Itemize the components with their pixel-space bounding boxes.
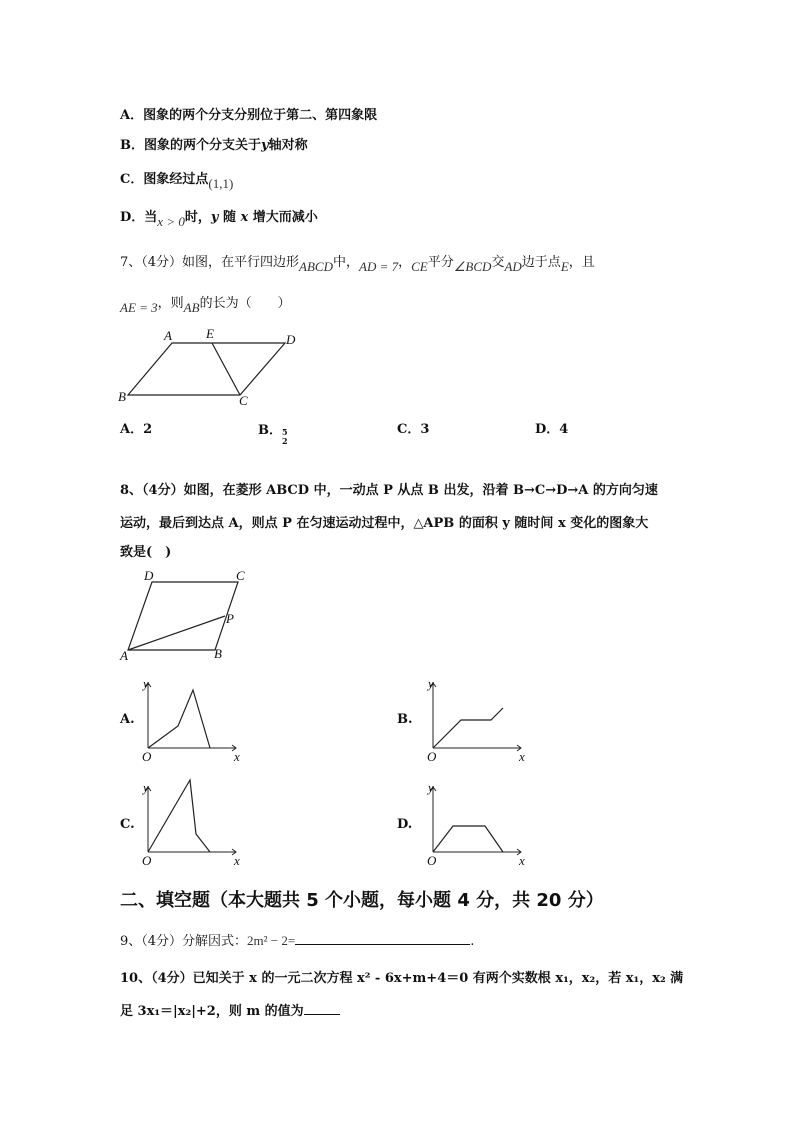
rhombus-figure <box>128 582 238 650</box>
q8-stem-line2: 运动，最后到达点 A，则点 P 在匀速运动过程中，△APB 的面积 y 随时间 x 变化的图象大 <box>120 516 649 531</box>
x-label: x <box>234 749 240 764</box>
answer-graph-b <box>426 676 525 764</box>
text: 足 3x₁＝|x₂|+2，则 m 的值为 <box>120 1004 304 1019</box>
math: ∠BCD <box>453 259 492 274</box>
math-var: x <box>240 210 249 225</box>
text: ， <box>398 255 412 270</box>
x-label: x <box>519 853 525 868</box>
origin-label: O <box>427 853 437 868</box>
option-letter: A． <box>120 108 144 123</box>
parallelogram-figure <box>128 343 285 395</box>
vertex-label: C <box>239 393 248 408</box>
origin-label: O <box>142 749 152 764</box>
numerator: 5 <box>282 427 288 437</box>
denominator: 2 <box>282 436 288 446</box>
math: CE <box>411 259 428 274</box>
option-value: 4 <box>559 422 569 437</box>
answer-graph-d <box>426 780 525 868</box>
y-label: y <box>143 780 149 795</box>
vertex-label: A <box>164 328 172 343</box>
option-letter: D． <box>120 210 145 225</box>
option-letter: A． <box>120 422 144 437</box>
option-letter: C． <box>397 422 421 437</box>
q8-option-a: A. <box>120 712 135 727</box>
option-text: 图象的两个分支分别位于第二、第四象限 <box>143 108 378 123</box>
vertex-label: P <box>226 611 234 626</box>
option-text: 增大而减小 <box>252 210 318 225</box>
text: 的长为（ ） <box>199 296 291 311</box>
graph-curve <box>433 826 503 852</box>
answer-blank[interactable] <box>304 1002 340 1015</box>
section-heading: 二、填空题（本大题共 5 个小题，每小题 4 分，共 20 分） <box>120 890 604 911</box>
option-text: 随 <box>222 210 236 225</box>
text: 中， <box>333 255 360 270</box>
option-text: 时， <box>184 210 211 225</box>
option-text: 轴对称 <box>268 138 308 153</box>
q8-stem-line1: 8、（4分）如图，在菱形 ABCD 中，一动点 P 从点 B 出发，沿着 B→C→D→A 的方向匀速 <box>120 483 658 498</box>
graph-curve <box>148 780 210 852</box>
q8-option-c: C. <box>120 817 135 832</box>
math: AB <box>183 300 200 315</box>
vertex-label: B <box>214 646 222 661</box>
math: E <box>560 259 569 274</box>
vertex-label: D <box>286 332 296 347</box>
text: . <box>470 934 475 949</box>
text: 交 <box>491 255 505 270</box>
y-label: y <box>428 780 434 795</box>
q10-line2 <box>120 1000 340 1019</box>
q7-option-d <box>535 418 568 437</box>
option-letter: D． <box>535 422 560 437</box>
math-point: (1,1) <box>208 176 234 191</box>
option-text: 图象的两个分支关于 <box>144 138 262 153</box>
math-var: y <box>261 138 269 153</box>
x-label: x <box>519 749 525 764</box>
q8-option-d: D. <box>397 817 413 832</box>
answer-graph-c <box>141 780 240 868</box>
text: 7、（4分）如图，在平行四边形 <box>120 255 300 270</box>
q8-option-b: B. <box>397 712 413 727</box>
option-letter: B． <box>120 138 144 153</box>
option-text: 图象经过点 <box>143 172 209 187</box>
text: 9、（4分）分解因式： <box>120 934 248 949</box>
math: AD <box>504 259 522 274</box>
math: AE = 3 <box>120 300 158 315</box>
text: ，且 <box>568 255 595 270</box>
text: ，则 <box>157 296 184 311</box>
origin-label: O <box>427 749 437 764</box>
fraction <box>282 428 288 446</box>
vertex-label: E <box>206 326 214 341</box>
q8-stem-line3: 致是( ) <box>120 545 172 560</box>
answer-graph-a <box>141 676 240 764</box>
option-text: 当 <box>144 210 158 225</box>
q7-option-b <box>258 418 288 446</box>
graph-curve <box>433 708 503 748</box>
y-label: y <box>143 676 149 691</box>
math: AD = 7 <box>359 259 399 274</box>
vertex-label: A <box>120 648 128 663</box>
vertex-label: C <box>236 568 245 583</box>
q10-line1: 10、（4分）已知关于 x 的一元二次方程 x² - 6x+m+4＝0 有两个实数根 x₁，x₂，若 x₁，x₂ 满 <box>120 971 684 986</box>
text: 平分 <box>427 255 454 270</box>
option-letter: B． <box>258 423 282 438</box>
q7-option-c <box>397 418 429 437</box>
x-label: x <box>234 853 240 868</box>
q7-option-a <box>120 418 152 437</box>
math: ABCD <box>299 259 333 274</box>
origin-label: O <box>142 853 152 868</box>
math-var: y <box>210 210 219 225</box>
option-value: 3 <box>420 422 430 437</box>
math: 2m² − 2= <box>247 933 296 948</box>
vertex-label: B <box>118 389 126 404</box>
text: 边于点 <box>521 255 561 270</box>
q9 <box>120 930 474 949</box>
y-label: y <box>428 676 434 691</box>
vertex-label: D <box>144 568 154 583</box>
math-expr: x > 0 <box>157 214 185 229</box>
graph-curve <box>148 690 210 748</box>
answer-blank[interactable] <box>295 932 470 945</box>
option-value: 2 <box>143 422 153 437</box>
option-letter: C． <box>120 172 144 187</box>
